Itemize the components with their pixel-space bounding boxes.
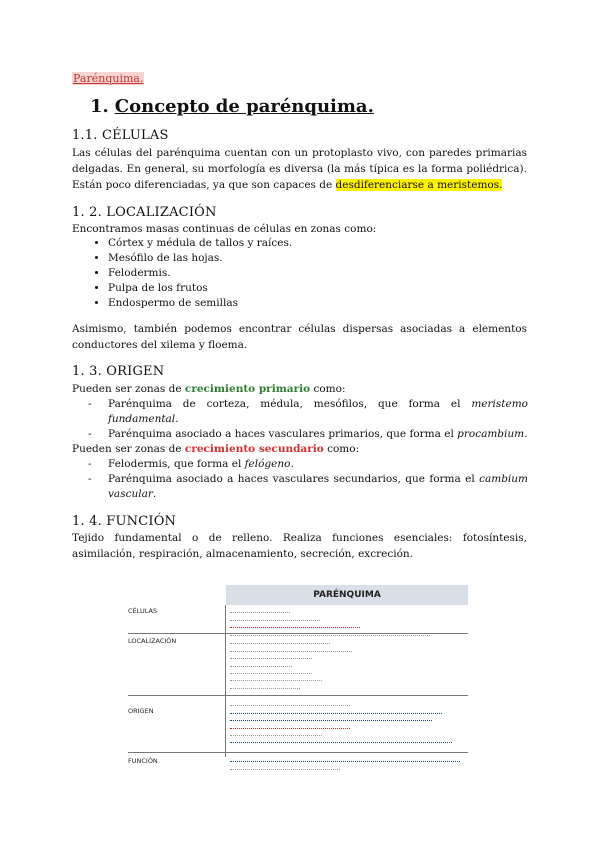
table-row-label: CÉLULAS [128, 607, 158, 615]
localizacion-intro: Encontramos masas continuas de células en zonas como: [72, 223, 377, 235]
celulas-highlight: desdiferenciarse a meristemos. [335, 179, 503, 191]
secondary-list [88, 457, 528, 502]
list-item: • Pulpa de los frutos [108, 281, 292, 296]
table-row-label: LOCALIZACIÓN [128, 637, 177, 645]
chapter-heading [90, 96, 374, 117]
table-row-label: FUNCIÓN [128, 757, 158, 765]
origen-text: Pueden ser zonas de [72, 383, 185, 395]
table-cell-celulas [230, 606, 466, 636]
list-item: - Parénquima asociado a haces vasculares secundarios, que forma el cambium vascular. [88, 473, 528, 500]
list-item: - Parénquima de corteza, médula, mesófilos, que forma el meristemo fundamental. [88, 398, 528, 425]
item-end: . [524, 428, 528, 440]
item-term: felógeno [244, 458, 291, 470]
origen-text: como: [310, 383, 346, 395]
item-end: . [175, 413, 179, 425]
table-cell-funcion [230, 755, 466, 770]
item-text: Parénquima de corteza, médula, mesófilos, que forma el [108, 398, 472, 410]
item-text: Felodermis, que forma el [108, 458, 245, 470]
item-end: . [152, 488, 157, 500]
primary-growth-label: crecimiento primario [184, 383, 311, 395]
table-row-label: ORIGEN [128, 707, 154, 715]
item-term: procambium [457, 428, 525, 440]
primary-list [88, 397, 528, 442]
celulas-text: Las células del parénquima cuentan con un protoplasto vivo, con paredes primarias delgadas. En general, su morfología es diversa (la más típica es la forma poliédrica). Están poco diferenciadas, ya que son capaces de [72, 147, 527, 191]
table-cell-origen [230, 699, 466, 743]
origen-primary-intro [72, 381, 527, 397]
secondary-growth-label: crecimiento secundario [184, 443, 324, 455]
table-rule [128, 752, 468, 753]
origen-secondary-intro [72, 441, 527, 457]
list-item: • Felodermis. [108, 266, 292, 281]
table-rule [128, 633, 468, 634]
table-divider [225, 605, 226, 757]
list-item: • Mesófilo de las hojas. [108, 251, 292, 266]
section-title-localizacion: 1. 2. LOCALIZACIÓN [72, 205, 217, 220]
chapter-number: 1. [90, 96, 109, 117]
section-text-celulas [72, 145, 527, 193]
list-item: • Córtex y médula de tallos y raíces. [108, 236, 292, 251]
origen-text: como: [323, 443, 360, 455]
item-text: Parénquima asociado a haces vasculares secundarios, que forma el [108, 473, 480, 485]
table-header: PARÉNQUIMA [226, 585, 468, 605]
item-text: Parénquima asociado a haces vasculares primarios, que forma el [108, 428, 458, 440]
list-item: - Felodermis, que forma el felógeno. [88, 458, 294, 470]
table-cell-localizacion [230, 637, 466, 696]
list-item: - Parénquima asociado a haces vasculares primarios, que forma el procambium. [88, 428, 528, 440]
section-title-funcion: 1. 4. FUNCIÓN [72, 514, 177, 529]
document-tag: Parénquima. [73, 72, 144, 85]
localizacion-outro: Asimismo, también podemos encontrar células dispersas asociadas a elementos conductores del xilema y floema. [72, 323, 527, 351]
item-term: meristemo fundamental [108, 398, 528, 425]
section-title-origen: 1. 3. ORIGEN [72, 364, 165, 379]
item-term: cambium vascular [108, 473, 528, 500]
section-title-celulas: 1.1. CÉLULAS [72, 128, 169, 143]
table-rule [128, 695, 468, 696]
funcion-text: Tejido fundamental o de relleno. Realiza funciones esenciales: fotosíntesis, asimilación, respiración, almacenamiento, secreción, excreción. [72, 532, 527, 560]
localizacion-list [90, 236, 292, 311]
list-item: • Endospermo de semillas [108, 296, 292, 311]
chapter-title: Concepto de parénquima. [114, 96, 374, 117]
origen-text: Pueden ser zonas de [72, 443, 185, 455]
item-end: . [290, 458, 294, 470]
